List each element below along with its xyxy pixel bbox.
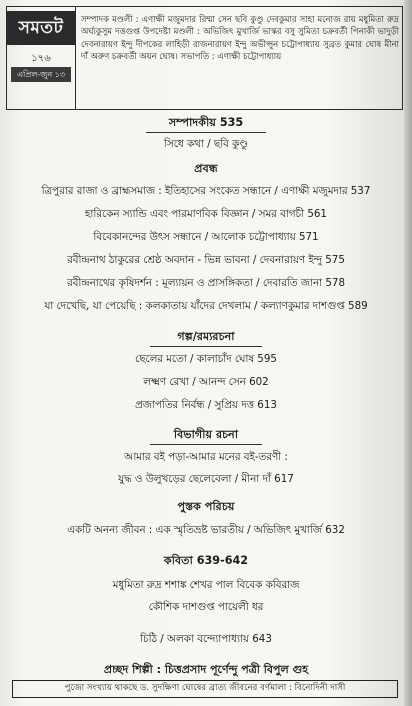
poets-line: মধুমিতা রুদ্র শশাঙ্ক শেখর পাল বিবেক কবিরাজ <box>112 579 300 591</box>
toc-entry: হারিকেন স্যান্ডি এবং পারমাণবিক বিজ্ঞান / সমর বাগচী 561 <box>84 208 327 220</box>
poets-line: কৌশিক দাশগুপ্ত পায়েলী ধর <box>148 601 264 613</box>
toc-entry: যুদ্ধ ও উলুখড়ের ছেলেবেলা / মীনা দাঁ 617 <box>118 473 294 485</box>
editorial-entry: সিধে কথা / ছবি কুণ্ডু <box>164 138 248 150</box>
section-heading-departmental: বিভাগীয় রচনা <box>173 428 239 441</box>
toc-entry: ত্রিপুরার রাজা ও ব্রাহ্মসমাজ : ইতিহাসের সংকেত সন্ধানে / এণাক্ষী মজুমদার 537 <box>41 185 371 197</box>
magazine-title: সমতট <box>7 11 75 45</box>
cover-artist-credits: প্রচ্ছদ শিল্পী : চিত্তপ্রসাদ পূর্ণেন্দু পত্রী বিপুল গুহ <box>103 663 309 676</box>
divider <box>146 132 266 133</box>
table-of-contents <box>0 110 412 706</box>
toc-entry: রবীন্দ্রনাথের কৃষিদর্শন : মূল্যায়ন ও প্রাসঙ্গিকতা / দেবারতি জানা 578 <box>66 277 346 289</box>
toc-entry: ছেলের মতো / কালাচাঁদ ঘোষ 595 <box>135 353 277 365</box>
volume-number: ১৭৬ <box>31 53 51 64</box>
section-heading-review: পুস্তক পরিচয় <box>177 500 235 513</box>
toc-entry: একটি অনন্য জীবন : এক স্মৃতিভ্রষ্ট ভারতীয় / অভিজিৎ মুখার্জি 632 <box>67 524 345 536</box>
toc-entry: আমার বই পড়া-আমার মনের বই-তরণী : <box>124 451 288 463</box>
upcoming-issue-notice: পুজো সংখ্যায় থাকছে ড. সুদক্ষিণা ঘোষের ব্রাত্য জীবনের বর্ণমালা : বিনোদিনী দাসী <box>12 680 398 698</box>
divider <box>150 346 262 347</box>
editorial-board-text: সম্পাদক মণ্ডলী : এণাক্ষী মজুমদার রিম্মা সেন ছবি কুণ্ডু দেবকুমার সাহা মনোজ রায় মধুমিতা রুদ্র অর্ঘ্যকুসুম দত্তগুপ্ত উপদেষ্টা মণ্ডলী : অভিজিৎ মুখার্জি ভাস্কর বসু সুমিতা চক্রবর্তী পিনাকী ভাদুড়ী দেবনারায়ণ ইন্দু দীপকের লাহিড়ী রাজনারায়ণ ইন্দু অভীপ্সুন চট্টোপাধ্যায় সুব্রত কুমার ঘোষ মীনা দাঁ অরুণ চক্রবর্তী অয়ন ঘোষ। সভাপতি : এণাক্ষী চট্টোপাধ্যায় <box>81 14 399 62</box>
toc-entry: প্রজাপতির নির্বন্ধ / সুপ্রিয় দত্ত 613 <box>135 399 277 411</box>
masthead <box>7 7 76 109</box>
divider <box>150 444 262 445</box>
header-box <box>6 6 403 110</box>
letters-entry: চিঠি / অলকা বন্দ্যোপাধ্যায় 643 <box>140 633 272 645</box>
toc-entry: রবীন্দ্রনাথ ঠাকুরের শ্রেষ্ঠ অবদান - ভিন্ন ভাবনা / দেবনারায়ণ ইন্দু 575 <box>67 254 345 266</box>
toc-entry: লক্ষ্মণ রেখা / আনন্দ সেন 602 <box>143 376 269 388</box>
toc-entry: বিবেকানন্দের উৎস সন্ধানে / আলোক চট্টোপাধ্যায় 571 <box>93 231 319 243</box>
editorial-heading: সম্পাদকীয় 535 <box>168 116 244 129</box>
section-heading-stories: গল্প/রম্যরচনা <box>177 330 235 343</box>
issue-label: এপ্রিল-জুন ১৩ <box>11 67 71 82</box>
section-heading-poetry: কবিতা 639-642 <box>163 554 249 567</box>
toc-entry: যা দেখেছি, যা পেয়েছি : কলকাতায় যাঁদের দেখলাম / কল্যাণকুমার দাশগুপ্ত 589 <box>44 300 368 312</box>
section-heading-essays: প্রবন্ধ <box>194 162 218 175</box>
